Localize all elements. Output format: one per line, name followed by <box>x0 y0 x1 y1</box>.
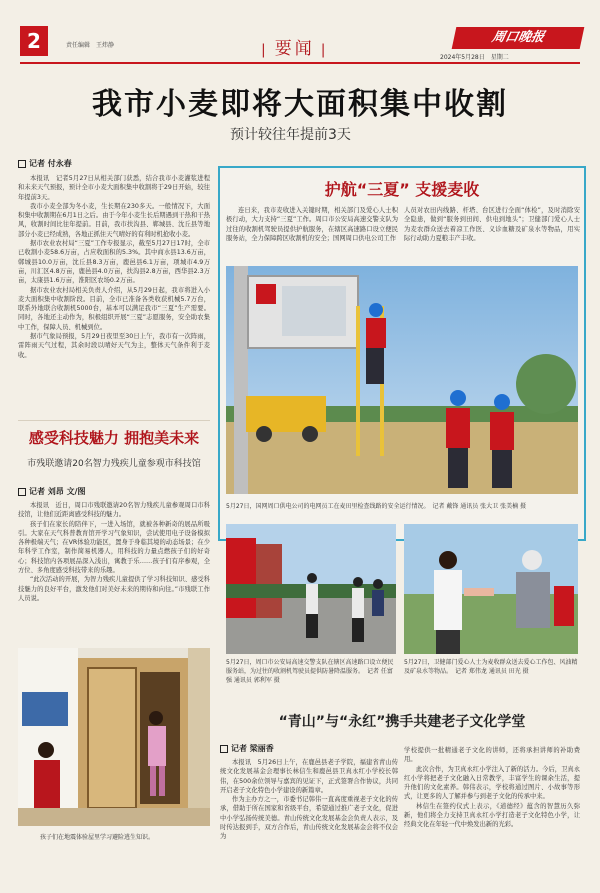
editors-credit: 责任编辑 王炜静 <box>66 42 115 49</box>
story2-subheadline: 市残联邀请20名智力残疾儿童参观市科技馆 <box>27 459 201 469</box>
feature-photo-police-caption: 5月27日，周口市公安局高速交警支队在辖区高速路口设立便民服务站，为过往的收割机驾驶员提供防暑降温服务。 记者 任富强 通讯员 郭利军 摄 <box>226 659 394 684</box>
feature-paragraph: 人员对农田内线路、杆塔、台区进行全面“体检”，及时消除安全隐患，做到“服务到田间、供电到地头”；卫健部门爱心人士为麦农群众送去着凉工作医、义诊血糖及矿泉水等物品，用实际行动助力夏粮丰产丰收。 <box>404 207 580 242</box>
dateline: 2024年5月28日 星期二 <box>440 54 509 61</box>
main-headline: 我市小麦即将大面积集中收割 <box>92 87 508 122</box>
header-rule <box>20 62 580 64</box>
section-title: | 要闻 | <box>255 34 334 59</box>
story2-photo <box>18 648 210 826</box>
story2-paragraph: “此次活动的开展，为智力残疾儿童提供了学习科技知识、感受科技魅力的良好平台，激发他们对美好未来的期待和向往。”市残联工作人员说。 <box>18 576 210 602</box>
feature-text-left <box>226 206 398 243</box>
story2 <box>18 486 210 603</box>
feature-text-right <box>404 206 580 243</box>
main-subheadline: 预计较往年提前3天 <box>230 127 351 143</box>
main-paragraph: 据市农业农村局相关负责人介绍，从5月29日起，我市将进入小麦大面积集中收割阶段。目前，全市已准备各类收获机械5.7万台，联系外地联合收割机5000台，基本可以满足我市“三夏”生产需要。同时，各地还主动作为，积极组织开展“三夏”志愿服务，安全助农集中工作，保障人员、机械到位。 <box>18 286 210 331</box>
feature-photo-health <box>404 524 578 654</box>
story3-headline: “青山”与“永红”携手共建老子文化学堂 <box>278 714 526 730</box>
feature-paragraph: 连日来，我市麦收进入关键时期，相关部门及爱心人士积极行动，大力支持“三夏”工作。周口市公安局高速交警支队为过往的收割机驾驶员提供护航服务，在辖区高速路口设立便民服务站，全力保障跨区收割机的安全；国网周口供电公司工作 <box>226 207 398 242</box>
story3-paragraph: 本报讯 5月26日上午，在鹿邑县老子学院，福建省青山传统文化发展基金会理事长林信生和鹿邑县卫真永红小学校长韩伟，在500余位领导与嘉宾的见证下，正式签署合作协议，共同开启老子文化特色小学建设的新篇章。 <box>220 759 398 794</box>
column-divider <box>18 420 210 421</box>
feature-photo-main <box>226 266 578 494</box>
feature-photo-health-caption: 5月27日，卫健部门爱心人士为麦收群众送去爱心工作包、风油精及矿泉水等物品。 记者 郑伟龙 通讯员 田光 摄 <box>404 659 578 675</box>
story3-byline: 记者 梁丽香 <box>220 743 274 754</box>
story2-paragraph: 本报讯 近日，周口市残联邀请20名智力残疾儿童参观周口市科技馆，让他们近距离感受科技的魅力。 <box>18 502 210 519</box>
story3-paragraph: 学校提供一批精通老子文化的讲师，还将承担讲师的补助费用。 <box>404 747 580 764</box>
main-paragraph: 我市小麦全部为冬小麦，生长期在230多天。一般情况下，大面积集中收割期在6月1日之后。由于今年小麦生长后期遇到干热和干热风，收割时间比往年提前。目前，我市扶沟县、郸城县、沈丘县等地部分小麦已经成熟，各地正抓住天气晴好的有利时机抢收小麦。 <box>18 202 210 238</box>
story3-text-right <box>404 746 580 830</box>
story2-byline: 记者 刘昂 文/图 <box>18 486 210 497</box>
story3-paragraph: 作为主办方之一，市委书记韩伟一直高度重视老子文化的传承，借助于所在国家和省级平台，希望通过推广老子文化，促进中小学弘扬传统美德。青山传统文化发展基金会负责人表示，及时传达报到手，双方合作后，青山传统文化发展基金会将不仅会为 <box>220 796 398 841</box>
story2-photo-caption: 孩子们在地震体验屋里学习避险逃生知识。 <box>40 834 155 841</box>
main-paragraph: 据市农业农村局“三夏”工作专报显示，截至5月27日17时，全市已收割小麦58.6万亩，占应收面积的5.3%。其中商水县13.6万亩，郸城县10.0万亩，沈丘县8.3万亩，鹿邑县6.1万亩，项城市4.9万亩，川汇区4.8万亩，鹿邑县4.0万亩，扶沟县2.8万亩，西华县2.3万亩，太康县1.6万亩，淮阳区农场0.2万亩。 <box>18 240 210 285</box>
story2-headline: 感受科技魅力 拥抱美未来 <box>28 429 200 447</box>
feature-photo-main-caption: 5月27日，国网周口供电公司的电网员工在麦田里检查线路的安全运行情况。 记者 戴锋 通讯员 张大卫 张美楠 摄 <box>226 503 526 510</box>
feature-photo-police <box>226 524 396 654</box>
main-paragraph: 本报讯 记者5月27日从相关部门获悉，结合我市小麦灌浆进程和未来天气预报，预计全市小麦大面积集中收割将于29日开始，较往年提前3天。 <box>18 175 210 201</box>
main-paragraph: 据市气象局预报，5月29日夜里至30日上午，我市有一次阵雨，雷阵雨天气过程，其余时段以晴好天气为主，整体天气条件利于麦收。 <box>18 333 210 359</box>
main-story <box>18 158 210 360</box>
page-number: 2 <box>20 26 48 56</box>
story3-paragraph: 此次合作，为卫真永红小学注入了新的活力。今后，卫真永红小学将把老子文化融入日常教学，丰富学生的课余生活，提升他们的文化素养。韩伟表示，学校将通过图片、小故事等形式，让更多的人了解并参与到老子文化的传承中来。 <box>404 765 580 801</box>
feature-headline: 护航“三夏” 支援麦收 <box>324 180 480 199</box>
story3-paragraph: 林信生在签约仪式上表示，《道德经》蕴含的智慧历久弥新，他们将全力支持卫真永红小学打造老子文化特色小学，让经典文化在年轻一代中焕发出新的光彩。 <box>404 802 580 829</box>
story3-text-left <box>220 758 398 842</box>
main-byline: 记者 付永春 <box>18 158 210 169</box>
story2-paragraph: 孩子们在家长的陪伴下，一进入场馆，就被各种新奇的展品所吸引。大家在天气科普教育馆开学习气象知识，尝试使用电子设备模拟各种极端天气；在VR体验功能区，置身于身临其境的动态场景；在少年科学工作室，制作简易机器人，用科技的力量点燃孩子们的好奇心；科技馆内各项展品深入浅出，寓教于乐……孩子们有序参观，全方位、多角度感受科技带来的乐趣。 <box>18 520 210 575</box>
masthead-logo: 周口晚报 <box>452 27 585 49</box>
